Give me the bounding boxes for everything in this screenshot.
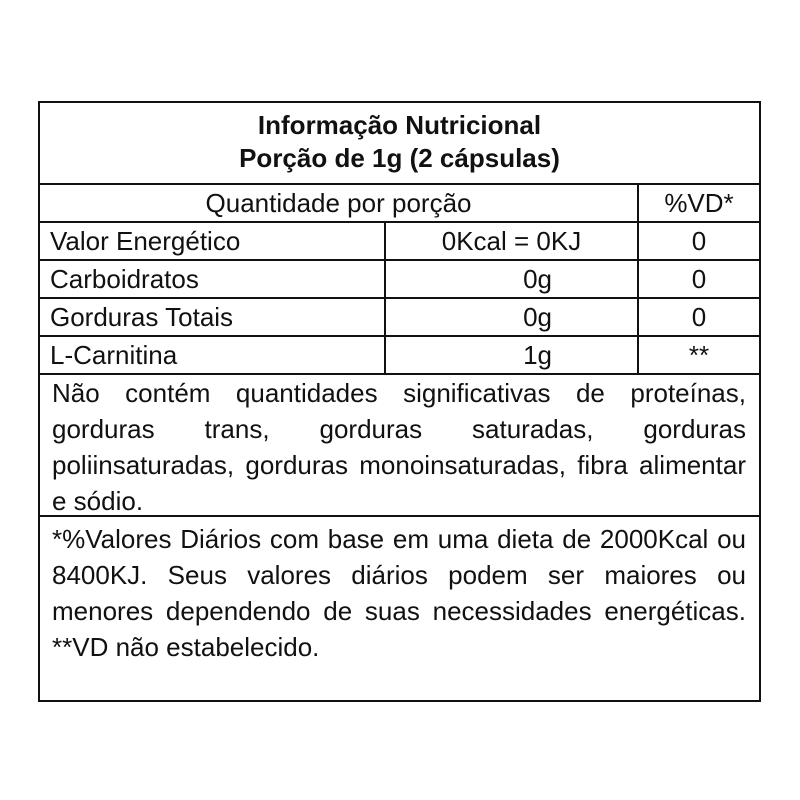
table-row [40,222,759,260]
nutrition-facts-label [38,101,761,702]
label-title: Informação Nutricional [257,110,542,140]
nutrient-vd: 0 [638,298,759,336]
nutrient-amount: 1g [385,336,638,374]
nutrient-name: L-Carnitina [40,336,385,374]
nutrient-vd: ** [638,336,759,374]
nutrient-name: Valor Energético [40,222,385,260]
nutrient-amount: 0Kcal = 0KJ [385,222,638,260]
column-header-vd: %VD* [638,184,759,222]
daily-values-note: *%Valores Diários com base em uma dieta de 2000Kcal ou 8400KJ. Seus valores diários podem ser maiores ou menores dependendo de suas necessidades energéticas. **VD não estabelecido. [52,524,746,662]
not-significant-note: Não contém quantidades significativas de proteínas, gorduras trans, gorduras saturadas, gorduras poliinsaturadas, gorduras monoinsaturadas, fibra alimentar e sódio. [40,375,759,517]
nutrient-name: Carboidratos [40,260,385,298]
table-header-row [40,184,759,222]
nutrition-table [40,183,759,375]
nutrient-vd: 0 [638,260,759,298]
table-row [40,260,759,298]
table-row [40,298,759,336]
nutrient-name: Gorduras Totais [40,298,385,336]
label-header [40,103,759,183]
table-row [40,336,759,374]
nutrient-amount: 0g [385,298,638,336]
serving-size: Porção de 1g (2 cápsulas) [239,143,560,173]
column-header-quantity: Quantidade por porção [40,184,638,222]
nutrient-vd: 0 [638,222,759,260]
nutrient-amount: 0g [385,260,638,298]
